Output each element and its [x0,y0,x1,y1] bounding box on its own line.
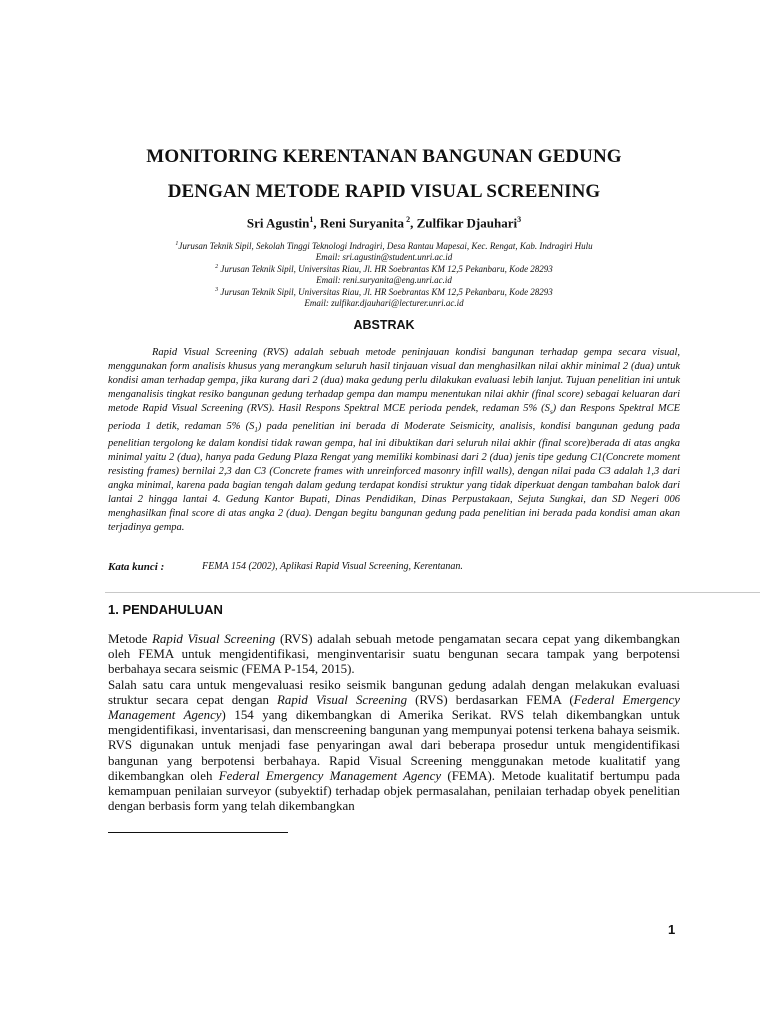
affiliation-line [0,262,768,275]
author-list: Sri Agustin$^1$, Reni Suryanita $^2$, Zulfikar Djauhari$^3$ [246,215,522,231]
author-mark: 2 [404,215,411,224]
author-mark: 3 [517,215,522,224]
affiliation-line [0,275,768,286]
italic-term: Rapid Visual Screening [152,632,276,646]
keywords-label: Kata kunci : [108,561,165,573]
body-paragraph: Metode Rapid Visual Screening (RVS) adalah sebuah metode pengamatan secara cepat yang dikembangkan oleh FEMA untuk mengidentifikasi, menginventarisir suatu bengunan secara tampak yang berpotensi berbahaya secara seismic (FEMA P-154, 2015). [108,632,680,677]
affiliation-line [0,239,768,252]
author-name: Reni Suryanita [319,215,405,231]
affiliation-mark: 1 [175,241,179,247]
section-heading: 1. PENDAHULUAN [108,602,223,617]
abstract-subscript: 1 [254,425,258,434]
italic-term: Federal Emergency Management Agency [108,692,680,723]
affiliations [0,239,768,309]
abstract-heading: ABSTRAK [353,318,415,332]
affiliation-text: Email: reni.suryanita@eng.unri.ac.id [316,274,452,285]
italic-term: Rapid Visual Screening [277,692,408,707]
affiliation-line [0,298,768,309]
keywords [108,561,688,573]
author-name: Zulfikar Djauhari [416,215,518,231]
body-paragraph: Salah satu cara untuk mengevaluasi resiko seismik bangunan gedung adalah dengan melakukan evaluasi struktur secara cepat dengan Rapid Visual Screening (RVS) berdasarkan FEMA (Federal Emergency Management Agency) 154 yang dikembangkan di Amerika Serikat. RVS telah dikembangkan untuk mengidentifikasi, inventarisasi, dan menscreening bangunan yang mempunyai potensi terkena bahaya seismik. RVS digunakan untuk menjadi fase penyaringan awal dari beberapa prosedur untuk mengidentifikasi bangunan yang berpotensi berbahaya. Rapid Visual Screening menggunakan metode kualitatif yang dikembangkan oleh Federal Emergency Management Agency (FEMA). Metode kualitatif bertumpu pada kemampuan penilaian surveyor (subyektif) terhadap objek permasalahan, penilaian terhadap obyek penelitian dengan berbasis form yang telah dikembangkan [108,677,681,814]
affiliation-mark: 3 [215,287,219,294]
affiliation-text: Jurusan Teknik Sipil, Universitas Riau, Jl. HR Soebrantas KM 12,5 Pekanbaru, Kode 28293 [218,287,553,298]
page-number: 1 [668,922,676,937]
paper-title-line-2: DENGAN METODE RAPID VISUAL SCREENING [167,181,601,202]
author-mark: 1 [309,215,314,224]
footnote-rule [108,832,288,833]
italic-term: Federal Emergency Management Agency [218,768,442,783]
affiliation-line [0,285,768,298]
body-text [108,632,680,814]
affiliation-text: Jurusan Teknik Sipil, Sekolah Tinggi Teknologi Indragiri, Desa Rantau Mapesai, Kec. Rengat, Kab. Indragiri Hulu [178,241,593,251]
affiliation-text: Email: sri.agustin@student.unri.ac.id [315,251,453,262]
abstract-text: Rapid Visual Screening (RVS) adalah sebuah metode peninjauan kondisi bangunan terhadap gempa secara visual, menggunakan form analisis khusus yang merangkum seluruh hasil tinjauan visual dan menghasilkan nilai akhir minimal 2 (dua) untuk kondisi aman terhadap gempa, jika kurang dari 2 (dua) maka gedung perlu dilakukan evaluasi lebih lanjut. Tujuan penelitian ini untuk menganalisis tingkat resiko bangunan gedung terhadap gempa dan mampu menentukan nilai akhir (final score) sebagai keluaran dari metode Rapid Visual Screening (RVS). Hasil Respons Spektral MCE perioda pendek, redaman 5% $(S_s)$ dan Respons Spektral MCE perioda 1 detik, redaman 5% $(S_1)$ pada penelitian ini berada di Moderate Seismicity, analisis, kondisi bangunan gedung pada penelitian tergolong ke dalam kondisi tidak rawan gempa, hal ini dibuktikan dari seluruh nilai akhir (final score)berada di atas angka minimal yaitu 2 (dua), hanya pada Gedung Plaza Rengat yang memiliki kombinasi dari 2 (dua) jenis tipe gedung C1(Concrete moment resisting frames) bernilai 2,3 dan C3 (Concrete frames with unreinforced masonry infill walls), dengan nilai pada C3 adalah 1,3 dari angka minimal, karena pada bagian tengah dalam gedung terdapat kondisi struktur yang tidak diperkuat dengan tambahan balok dari lantai 2 hingga lantai 4. Gedung Kantor Bupati, Dinas Pendidikan, Dinas Perpustakaan, Sejuta Sungkai, dan SD Negeri 006 menghasilkan final score di atas angka 2 (dua). Dengan begitu bangunan gedung pada penelitian ini berada pada kondisi aman akan terjadinya gempa. [108,347,680,534]
author-name: Sri Agustin [246,215,310,231]
section-divider [105,592,760,593]
affiliation-line [0,252,768,263]
keywords-value: FEMA 154 (2002), Aplikasi Rapid Visual Screening, Kerentanan. [202,561,463,572]
affiliation-text: Email: zulfikar.djauhari@lecturer.unri.ac.id [304,297,464,308]
abstract-subscript: s [549,408,553,417]
paper-title-line-1: MONITORING KERENTANAN BANGUNAN GEDUNG [146,146,622,167]
affiliation-mark: 2 [215,264,219,271]
affiliation-text: Jurusan Teknik Sipil, Universitas Riau, Jl. HR Soebrantas KM 12,5 Pekanbaru, Kode 28293 [218,264,553,275]
